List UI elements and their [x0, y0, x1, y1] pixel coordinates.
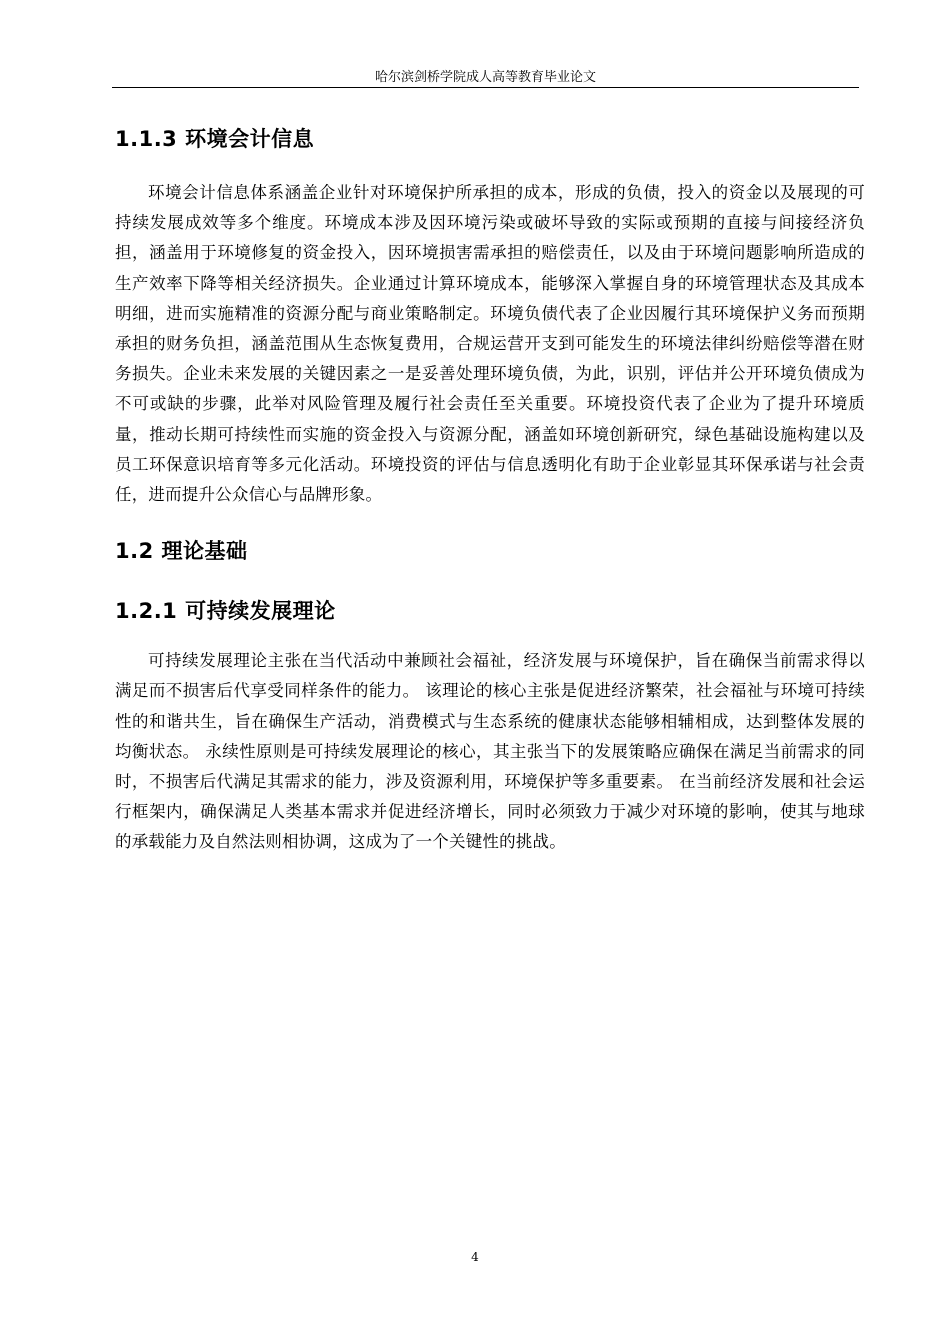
document-body — [115, 120, 865, 858]
section-heading-1-2-1: 1.2.1 可持续发展理论 — [115, 599, 336, 624]
page-header: 哈尔滨剑桥学院成人高等教育毕业论文 — [374, 70, 596, 85]
paragraph-environmental-accounting-info: 环境会计信息体系涵盖企业针对环境保护所承担的成本，形成的负债，投入的资金以及展现的可持续发展成效等多个维度。环境成本涉及因环境污染或破坏导致的实际或预期的直接与间接经济负担，涵盖用于环境修复的资金投入，因环境损害需承担的赔偿责任，以及由于环境问题影响所造成的生产效率下降等相关经济损失。企业通过计算环境成本，能够深入掌握自身的环境管理状态及其成本明细，进而实施精准的资源分配与商业策略制定。环境负债代表了企业因履行其环境保护义务而预期承担的财务负担，涵盖范围从生态恢复费用，合规运营开支到可能发生的环境法律纠纷赔偿等潜在财务损失。企业未来发展的关键因素之一是妥善处理环境负债，为此，识别，评估并公开环境负债成为不可或缺的步骤，此举对风险管理及履行社会责任至关重要。环境投资代表了企业为了提升环境质量，推动长期可持续性而实施的资金投入与资源分配，涵盖如环境创新研究，绿色基础设施构建以及员工环保意识培育等多元化活动。环境投资的评估与信息透明化有助于企业彰显其环保承诺与社会责任，进而提升公众信心与品牌形象。 — [115, 183, 865, 505]
header-divider — [112, 87, 859, 88]
page-number: 4 — [471, 1250, 479, 1264]
section-heading-1-1-3: 1.1.3 环境会计信息 — [115, 127, 315, 151]
section-heading-1-2: 1.2 理论基础 — [115, 539, 248, 564]
paragraph-sustainable-development-theory: 可持续发展理论主张在当代活动中兼顾社会福祉，经济发展与环境保护，旨在确保当前需求得以满足而不损害后代享受同样条件的能力。 该理论的核心主张是促进经济繁荣，社会福祉与环境可持续性的和谐共生，旨在确保生产活动，消费模式与生态系统的健康状态能够相辅相成，达到整体发展的均衡状态。 永续性原则是可持续发展理论的核心，其主张当下的发展策略应确保在满足当前需求的同时，不损害后代满足其需求的能力，涉及资源利用，环境保护等多重要素。 在当前经济发展和社会运行框架内，确保满足人类基本需求并促进经济增长，同时必须致力于减少对环境的影响，使其与地球的承载能力及自然法则相协调，这成为了一个关键性的挑战。 — [115, 651, 865, 852]
